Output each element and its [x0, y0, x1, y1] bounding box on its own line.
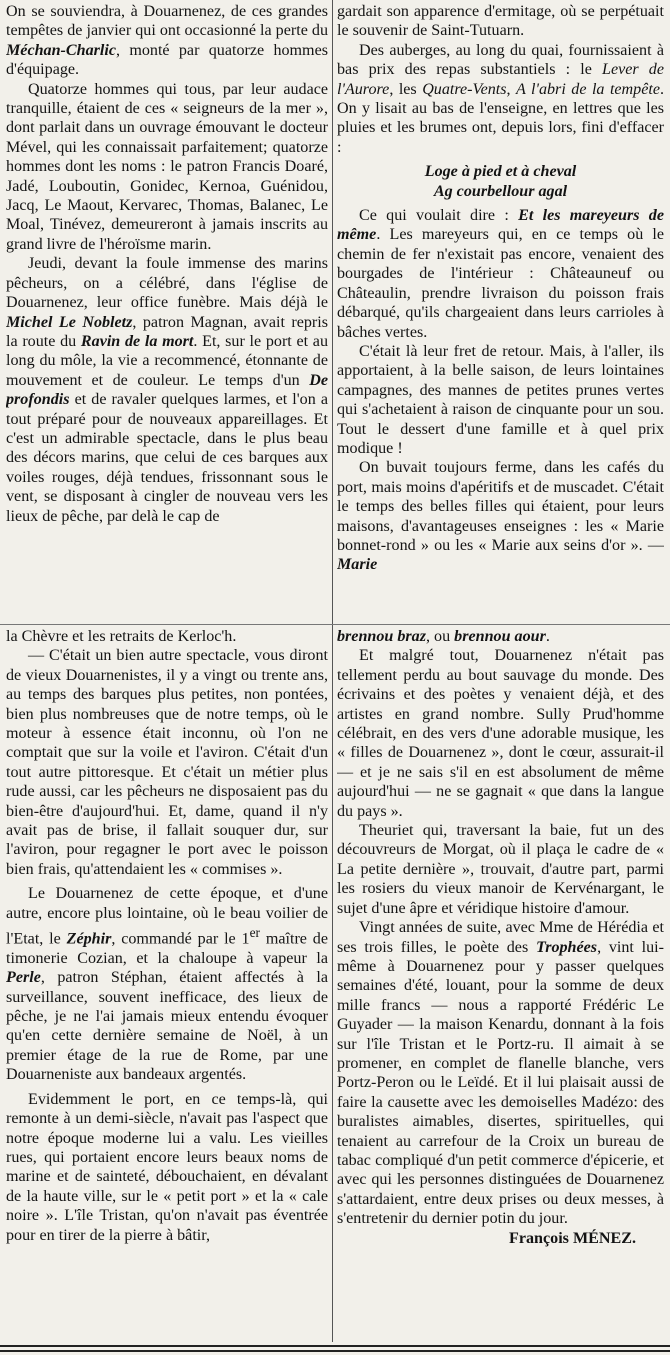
inn-name: A l'abri de la tempête: [516, 80, 660, 98]
sign-line-2: [337, 182, 664, 201]
paragraph: C'était là leur fret de retour. Mais, à l'aller, ils apportaient, à la belle saison, de leurs lointaines campagnes, des mannes de petites prunes vertes qui s'achetaient à raison de cinquante pour un sou. Tout le dessert d'une famille et à quel prix modique !: [337, 342, 664, 457]
text-run: Jeudi, devant la foule immense des marins pêcheurs, on a célébré, dans l'église de Douarnenez, leur office funèbre. Mais déjà le: [6, 255, 328, 312]
text-run: Vingt années de suite, avec Mme de Hérédia et ses trois filles, le poète des: [337, 919, 664, 956]
breton-phrase: brennou aour: [454, 628, 546, 645]
text-run: Le Douarnenez de cette époque, et d'une autre, encore plus lointaine, où le beau voilier de l'Etat, le: [6, 885, 328, 948]
inn-name: Lever de l'Aurore: [337, 61, 664, 98]
text-run: , patron Stéphan, étaient affectés à la surveillance, souvent inefficace, des lieux de pêche, je ne l'ai jamais mieux entendu évoquer qu'en cette dernière semaine de Noël, à un premier étage de la rue de Rome, par une Douarneniste aux bandeaux argentés.: [6, 969, 328, 1084]
text-run: .: [545, 628, 550, 645]
text-run: . Les mareyeurs qui, en ce temps où le chemin de fer n'existait pas encore, venaient des bourgades de l'intérieur : Châteauneuf ou Châteaulin, prendre livraison du poisson frais débarqué, qu'ils chargeaient dans leurs carrioles à bâches vertes.: [337, 226, 664, 341]
text-run: , les: [389, 80, 423, 98]
article-column-3: [6, 627, 328, 1342]
author-signature: [337, 1229, 664, 1248]
column-divider: [332, 0, 333, 1342]
text-run: On se souviendra, à Douarnenez, de ces grandes tempêtes de janvier qui ont occasionné la perte du: [6, 3, 328, 40]
paragraph: [337, 458, 664, 574]
sign-line-1: [337, 162, 664, 181]
text-run: , ou: [426, 628, 455, 645]
sign-text: Ag courbellour agal: [433, 182, 568, 200]
text-run: . Et, sur le port et au long du môle, la vie a recommencé, étonnante de mouvement et de couleur. Le temps d'un: [6, 332, 328, 389]
paragraph: [337, 206, 664, 342]
article-column-1: [6, 2, 328, 620]
paragraph: Evidemment le port, en ce temps-là, qui remonte à un demi-siècle, n'avait pas l'aspect que notre époque moderne lui a valu. Les vieilles rues, qui portaient encore leurs beaux noms de marine et de sainteté, débouchaient, en dévalant de la haute ville, sur le « petit port » et la « cale noire ». L'île Tristan, qu'on n'avait pas éventrée pour en tirer de la pierre à bâtir,: [6, 1090, 328, 1244]
ship-name: Perle: [6, 969, 41, 987]
breton-phrase: brennou braz: [337, 628, 426, 645]
ship-name: Michel Le Nobletz: [6, 313, 133, 331]
ship-name: Zéphir: [66, 930, 112, 948]
latin-phrase: De profondis: [6, 371, 328, 409]
article-column-4: [337, 627, 664, 1342]
book-title: Trophées: [535, 938, 598, 956]
inn-name: Quatre-Vents: [422, 80, 507, 98]
ship-name: Méchan-Charlic: [6, 41, 116, 59]
text-run: , commandé par le 1: [111, 930, 250, 948]
text-run: Des auberges, au long du quai, fournissaient à bas prix des repas substantiels : le: [337, 41, 664, 79]
paragraph: la Chèvre et les retraits de Kerloc'h.: [6, 628, 237, 645]
paragraph: Et malgré tout, Douarnenez n'était pas tellement perdu au bout sauvage du monde. Des écrivains et des poètes y venaient déjà, et des artistes en grand nombre. Sully Prud'homme célébrait, en des vers d'une adorable musique, les « filles de Douarnenez », dont le cœur, assurait-il — et je ne sais s'il en est absolument de même aujourd'hui — ne se gagnait « que dans la langue du pays ».: [337, 647, 664, 820]
paragraph: Quatorze hommes qui tous, par leur audace tranquille, étaient de ces « seigneurs de la mer », dont parlait dans un ouvrage émouvant le docteur Mével, qui les connaissait parfaitement; quatorze hommes dont les noms : le patron Francis Doaré, Jadé, Louboutin, Gonidec, Kernoa, Guénidou, Jacq, Le Maout, Kervarec, Thomas, Balanec, Le Moal, Tinévez, demeureront à jamais inscrits au grand livre de l'héroïsme marin.: [6, 80, 328, 253]
text-run: . On y lisait au bas de l'enseigne, en lettres que les pluies et les brumes ont, depuis lors, fini d'effacer :: [337, 80, 664, 156]
paragraph: [6, 254, 328, 526]
paragraph: [337, 627, 664, 646]
sign-text: Loge à pied et à cheval: [424, 163, 577, 181]
paragraph: [337, 41, 664, 157]
text-run: , vint lui-même à Douarnenez pour y passer quelques semaines d'été, louant, pour la somme de deux mille francs — nous a rapporté Frédéric Le Guyader — la maison Kenardu, donnant à la fois sur l'île Tristan et le Portz-ru. Il aimait à se promener, en complet de flanelle blanche, vers Portz-Peron ou le Leïdé. Et il lui plaisait aussi de faire la causette avec les demoiselles Madézo: des buralistes aimables, disertes, spirituelles, qui tenaient au carrefour de la Croix un bureau de tabac compliqué d'un petit commerce d'épicerie, et avec qui les personnes distinguées de Douarnenez s'attardaient, entre deux prises ou deux messes, à s'entretenir du dernier potin du jour.: [337, 938, 664, 1228]
text-run: , monté par quatorze hommes d'équipage.: [6, 41, 328, 79]
place-name: Ravin de la mort: [80, 332, 194, 350]
text-run: et de ravaler quelques larmes, et l'on a tout préparé pour de nouveaux appareillages. Et c'est un admirable spectacle, dans le plus beau des décors marins, que celui de ces barques aux voiles rouges, déjà tendues, frissonnant sous le vent, se disposant à cingler de nouveau vers les lieux de pêche, par delà le cap de: [6, 391, 328, 525]
fold-divider: [0, 624, 670, 625]
paragraph: [337, 918, 664, 1229]
text-run: Ce qui voulait dire :: [359, 207, 519, 225]
paragraph: Theuriet qui, traversant la baie, fut un des découvreurs de Morgat, où il plaça le cadre de « La petite dernière », trouvait, d'autre part, parmi les rosiers du vieux manoir de Kervénargant, le sujet d'une âpre et véridique histoire d'amour.: [337, 822, 664, 917]
author-name: François MÉNEZ.: [509, 1229, 636, 1247]
paragraph: [6, 2, 328, 80]
translation: Et les mareyeurs de même: [337, 207, 664, 244]
text-run: maître de timonerie Cozian, et la chaloupe à vapeur la: [6, 930, 328, 967]
ordinal-suffix: er: [249, 925, 260, 941]
text-run: , patron Magnan, avait repris la route du: [6, 313, 328, 350]
bottom-rule: [0, 1350, 670, 1352]
paragraph: — C'était un bien autre spectacle, vous diront de vieux Douarnenistes, il y a vingt ou trente ans, au temps des barques plus petites, non pontées, bien plus nombreuses que de notre temps, où le moteur à essence était inconnu, où l'on ne comptait que sur la voile et l'aviron. C'était d'un tout autre pittoresque. Et c'était un métier plus rude aussi, car les pêcheurs ne disposaient pas du bien-être d'aujourd'hui. Et, dame, quand il n'y avait pas de brise, il fallait souquer dur, sur l'aviron, pour regagner le port avec le poisson bien frais, qu'attendaient les « commises ».: [6, 647, 328, 878]
text-run: ,: [506, 80, 517, 98]
article-column-2: [337, 2, 664, 620]
bottom-rule: [0, 1345, 670, 1347]
paragraph: gardait son apparence d'ermitage, où se perpétuait le souvenir de Saint-Tutuarn.: [337, 3, 664, 40]
text-run: On buvait toujours ferme, dans les cafés du port, mais moins d'apéritifs et de muscadet. C'était le temps des belles filles qui étaient, pour leurs maisons, d'avantageuses enseignes : les « Marie bonnet-rond » ou les « Marie aux seins d'or ». —: [337, 459, 664, 554]
breton-phrase: Marie: [337, 556, 378, 574]
paragraph: [6, 884, 328, 1084]
